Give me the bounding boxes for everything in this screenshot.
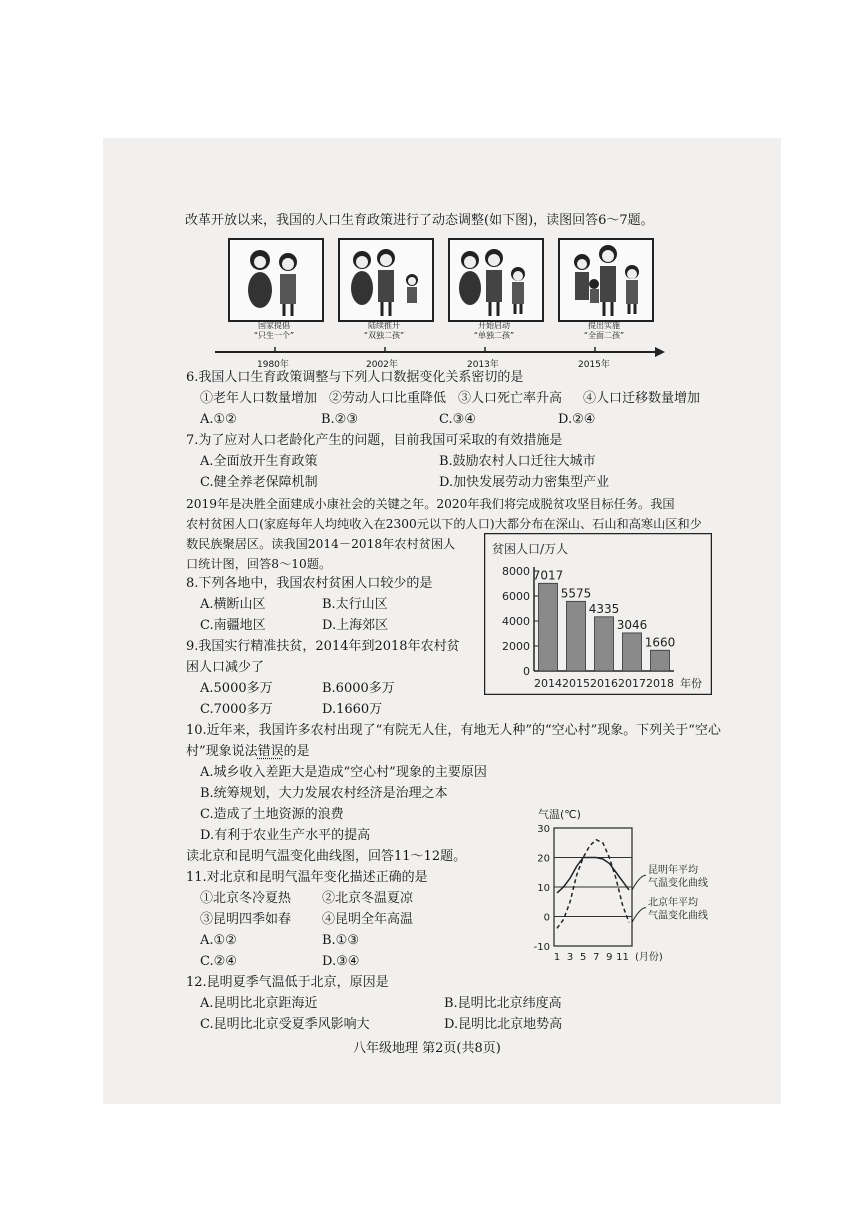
- bar-2017: [623, 633, 642, 671]
- line-xlabel: (月份): [635, 952, 663, 963]
- q7-option-d[interactable]: D.加快发展劳动力密集型产业: [439, 475, 610, 490]
- line-y-tick-label: -10: [533, 942, 550, 953]
- q6-item-4: ④人口迁移数量增加: [583, 391, 701, 406]
- q7-option-a[interactable]: A.全面放开生育政策: [200, 454, 318, 469]
- timeline-year-2015: 2015年: [578, 360, 610, 370]
- policy-caption-1980: 国家提倡 “只生一个”: [253, 321, 295, 340]
- temperature-line-chart: [532, 806, 742, 966]
- line-x-tick-label: 3: [566, 952, 574, 963]
- passage3-text: 读北京和昆明气温变化曲线图，回答11～12题。: [186, 849, 467, 864]
- line-x-tick-label: 9: [606, 952, 613, 963]
- bar-category-label: 2015: [562, 677, 590, 690]
- q11-item-2: ②北京冬温夏凉: [322, 891, 414, 906]
- bar-y-tick-label: 2000: [502, 640, 530, 653]
- line-y-tick-label: 30: [537, 824, 550, 835]
- bar-y-tick-label: 4000: [502, 615, 530, 628]
- q11-item-3: ③昆明四季如春: [200, 912, 292, 927]
- line-chart-ylabel: 气温(℃): [538, 808, 581, 821]
- q10-stem-part2: 的是: [283, 744, 310, 759]
- series-line-0: [557, 858, 629, 893]
- family-one-child-illustration: [230, 240, 322, 320]
- q6-stem: 6.我国人口生育政策调整与下列人口数据变化关系密切的是: [186, 370, 524, 385]
- legend-label-line1: 北京年平均: [648, 897, 698, 909]
- q10-emphasis-wrong: 错误: [257, 744, 284, 759]
- q12-stem: 12.昆明夏季气温低于北京，原因是: [186, 975, 389, 990]
- q7-option-b[interactable]: B.鼓励农村人口迁往大城市: [439, 454, 596, 469]
- bar-y-tick-label: 0: [523, 665, 530, 678]
- q7-stem: 7.为了应对人口老龄化产生的问题，目前我国可采取的有效措施是: [186, 433, 563, 448]
- q10-stem-line1: 10.近年来，我国许多农村出现了“有院无人住，有地无人种”的“空心村”现象。下列关于“空心: [186, 723, 721, 738]
- line-x-tick-label: 7: [593, 952, 600, 963]
- q9-stem-line2: 困人口减少了: [186, 660, 265, 675]
- bar-category-label: 2017: [618, 677, 646, 690]
- q9-option-a[interactable]: A.5000多万: [200, 681, 273, 696]
- q9-stem-line1: 9.我国实行精准扶贫，2014年到2018年农村贫: [186, 639, 460, 654]
- line-y-tick-label: 0: [543, 912, 550, 924]
- q11-option-a[interactable]: A.①②: [200, 933, 237, 948]
- q8-option-c[interactable]: C.南疆地区: [200, 618, 266, 633]
- bar-category-label: 2018: [646, 677, 674, 690]
- q7-option-c[interactable]: C.健全养老保障机制: [200, 475, 318, 490]
- q6-item-3: ③人口死亡率升高: [458, 391, 563, 406]
- q6-option-d[interactable]: D.②④: [558, 412, 596, 427]
- line-x-tick-label: 1: [553, 952, 561, 963]
- q10-option-c[interactable]: C.造成了土地资源的浪费: [200, 807, 344, 822]
- legend-label-line2: 气温变化曲线: [648, 878, 708, 890]
- passage2-line3: 数民族聚居区。读我国2014－2018年农村贫困人: [186, 537, 456, 551]
- q12-option-c[interactable]: C.昆明比北京受夏季风影响大: [200, 1017, 370, 1032]
- bar-y-tick-label: 8000: [502, 565, 530, 578]
- bar-value-label: 7017: [532, 568, 564, 583]
- q8-option-b[interactable]: B.太行山区: [322, 597, 388, 612]
- series-line-1: [557, 840, 629, 929]
- q8-stem: 8.下列各地中，我国农村贫困人口较少的是: [186, 576, 433, 591]
- q10-option-b[interactable]: B.统筹规划，大力发展农村经济是治理之本: [200, 786, 448, 801]
- bar-value-label: 4335: [588, 601, 620, 616]
- q6-option-a[interactable]: A.①②: [200, 412, 237, 427]
- bar-category-label: 2014: [534, 677, 562, 690]
- legend-leader: [632, 875, 646, 890]
- q9-option-c[interactable]: C.7000多万: [200, 702, 273, 717]
- passage2-line2: 农村贫困人口(家庭每年人均纯收入在2300元以下的人口)大都分布在深山、石山和高寒山区和少: [186, 517, 702, 531]
- policy-panel-2015: [558, 238, 654, 322]
- bar-2018: [651, 650, 670, 671]
- q12-option-d[interactable]: D.昆明比北京地势高: [444, 1017, 563, 1032]
- line-x-tick-label: 5: [579, 952, 587, 963]
- passage2-line1: 2019年是决胜全面建成小康社会的关键之年。2020年我们将完成脱贫攻坚目标任务。我国: [186, 497, 675, 511]
- bar-value-label: 3046: [616, 617, 648, 632]
- bar-chart-ylabel: 贫困人口/万人: [492, 542, 569, 556]
- line-x-tick-label: 11: [616, 952, 629, 963]
- policy-panel-2002: [338, 238, 434, 322]
- timeline-year-2002: 2002年: [366, 360, 398, 370]
- q9-option-d[interactable]: D.1660万: [322, 702, 383, 717]
- family-single-only-two-children-illustration: [450, 240, 542, 320]
- legend-label-line2: 气温变化曲线: [648, 910, 708, 922]
- q10-option-d[interactable]: D.有利于农业生产水平的提高: [200, 828, 371, 843]
- bar-2015: [567, 601, 586, 671]
- page-footer: 八年级地理 第2页(共8页): [353, 1041, 501, 1056]
- q10-stem-line2: [186, 743, 310, 761]
- q6-item-2: ②劳动人口比重降低: [329, 391, 447, 406]
- timeline-year-1980: 1980年: [257, 360, 289, 370]
- policy-caption-2015: 提出实施 “全面二孩”: [583, 321, 625, 340]
- q6-option-c[interactable]: C.③④: [439, 412, 476, 427]
- q8-option-a[interactable]: A.横断山区: [200, 597, 266, 612]
- passage2-line4: 口统计图，回答8～10题。: [186, 557, 332, 571]
- legend-leader: [632, 908, 646, 923]
- q6-item-1: ①老年人口数量增加: [200, 391, 318, 406]
- q9-option-b[interactable]: B.6000多万: [322, 681, 395, 696]
- intro-text: 改革开放以来，我国的人口生育政策进行了动态调整(如下图)，读图回答6～7题。: [185, 213, 654, 228]
- policy-panel-1980: [228, 238, 324, 322]
- family-universal-two-children-illustration: [560, 240, 652, 320]
- bar-xlabel: 年份: [680, 677, 702, 690]
- family-double-only-two-children-illustration: [340, 240, 432, 320]
- timeline-year-2013: 2013年: [467, 360, 499, 370]
- bar-2014: [539, 583, 558, 671]
- policy-panel-2013: [448, 238, 544, 322]
- legend-label-line1: 昆明年平均: [648, 865, 698, 877]
- bar-category-label: 2016: [590, 677, 618, 690]
- q12-option-b[interactable]: B.昆明比北京纬度高: [444, 996, 562, 1011]
- poverty-bar-chart: [484, 533, 712, 695]
- q12-option-a[interactable]: A.昆明比北京距海近: [200, 996, 318, 1011]
- policy-caption-2002: 陆续推开 “双独二孩”: [363, 321, 405, 340]
- q6-option-b[interactable]: B.②③: [321, 412, 358, 427]
- line-y-tick-label: 20: [537, 853, 550, 865]
- bar-y-tick-label: 6000: [502, 590, 530, 603]
- q11-item-1: ①北京冬冷夏热: [200, 891, 292, 906]
- q11-option-b[interactable]: B.①③: [322, 933, 359, 948]
- line-y-tick-label: 10: [537, 883, 550, 894]
- q11-option-d[interactable]: D.③④: [322, 954, 360, 969]
- q11-item-4: ④昆明全年高温: [322, 912, 414, 927]
- q10-stem-part1: 村”现象说法: [186, 744, 258, 759]
- policy-caption-2013: 开始启动 “单独二孩”: [473, 321, 515, 340]
- bar-value-label: 1660: [644, 635, 676, 650]
- q8-option-d[interactable]: D.上海郊区: [322, 618, 389, 633]
- q11-stem: 11.对北京和昆明气温年变化描述正确的是: [186, 870, 428, 885]
- bar-2016: [595, 617, 614, 671]
- q10-option-a[interactable]: A.城乡收入差距大是造成“空心村”现象的主要原因: [200, 765, 487, 780]
- q11-option-c[interactable]: C.②④: [200, 954, 237, 969]
- bar-value-label: 5575: [560, 586, 592, 601]
